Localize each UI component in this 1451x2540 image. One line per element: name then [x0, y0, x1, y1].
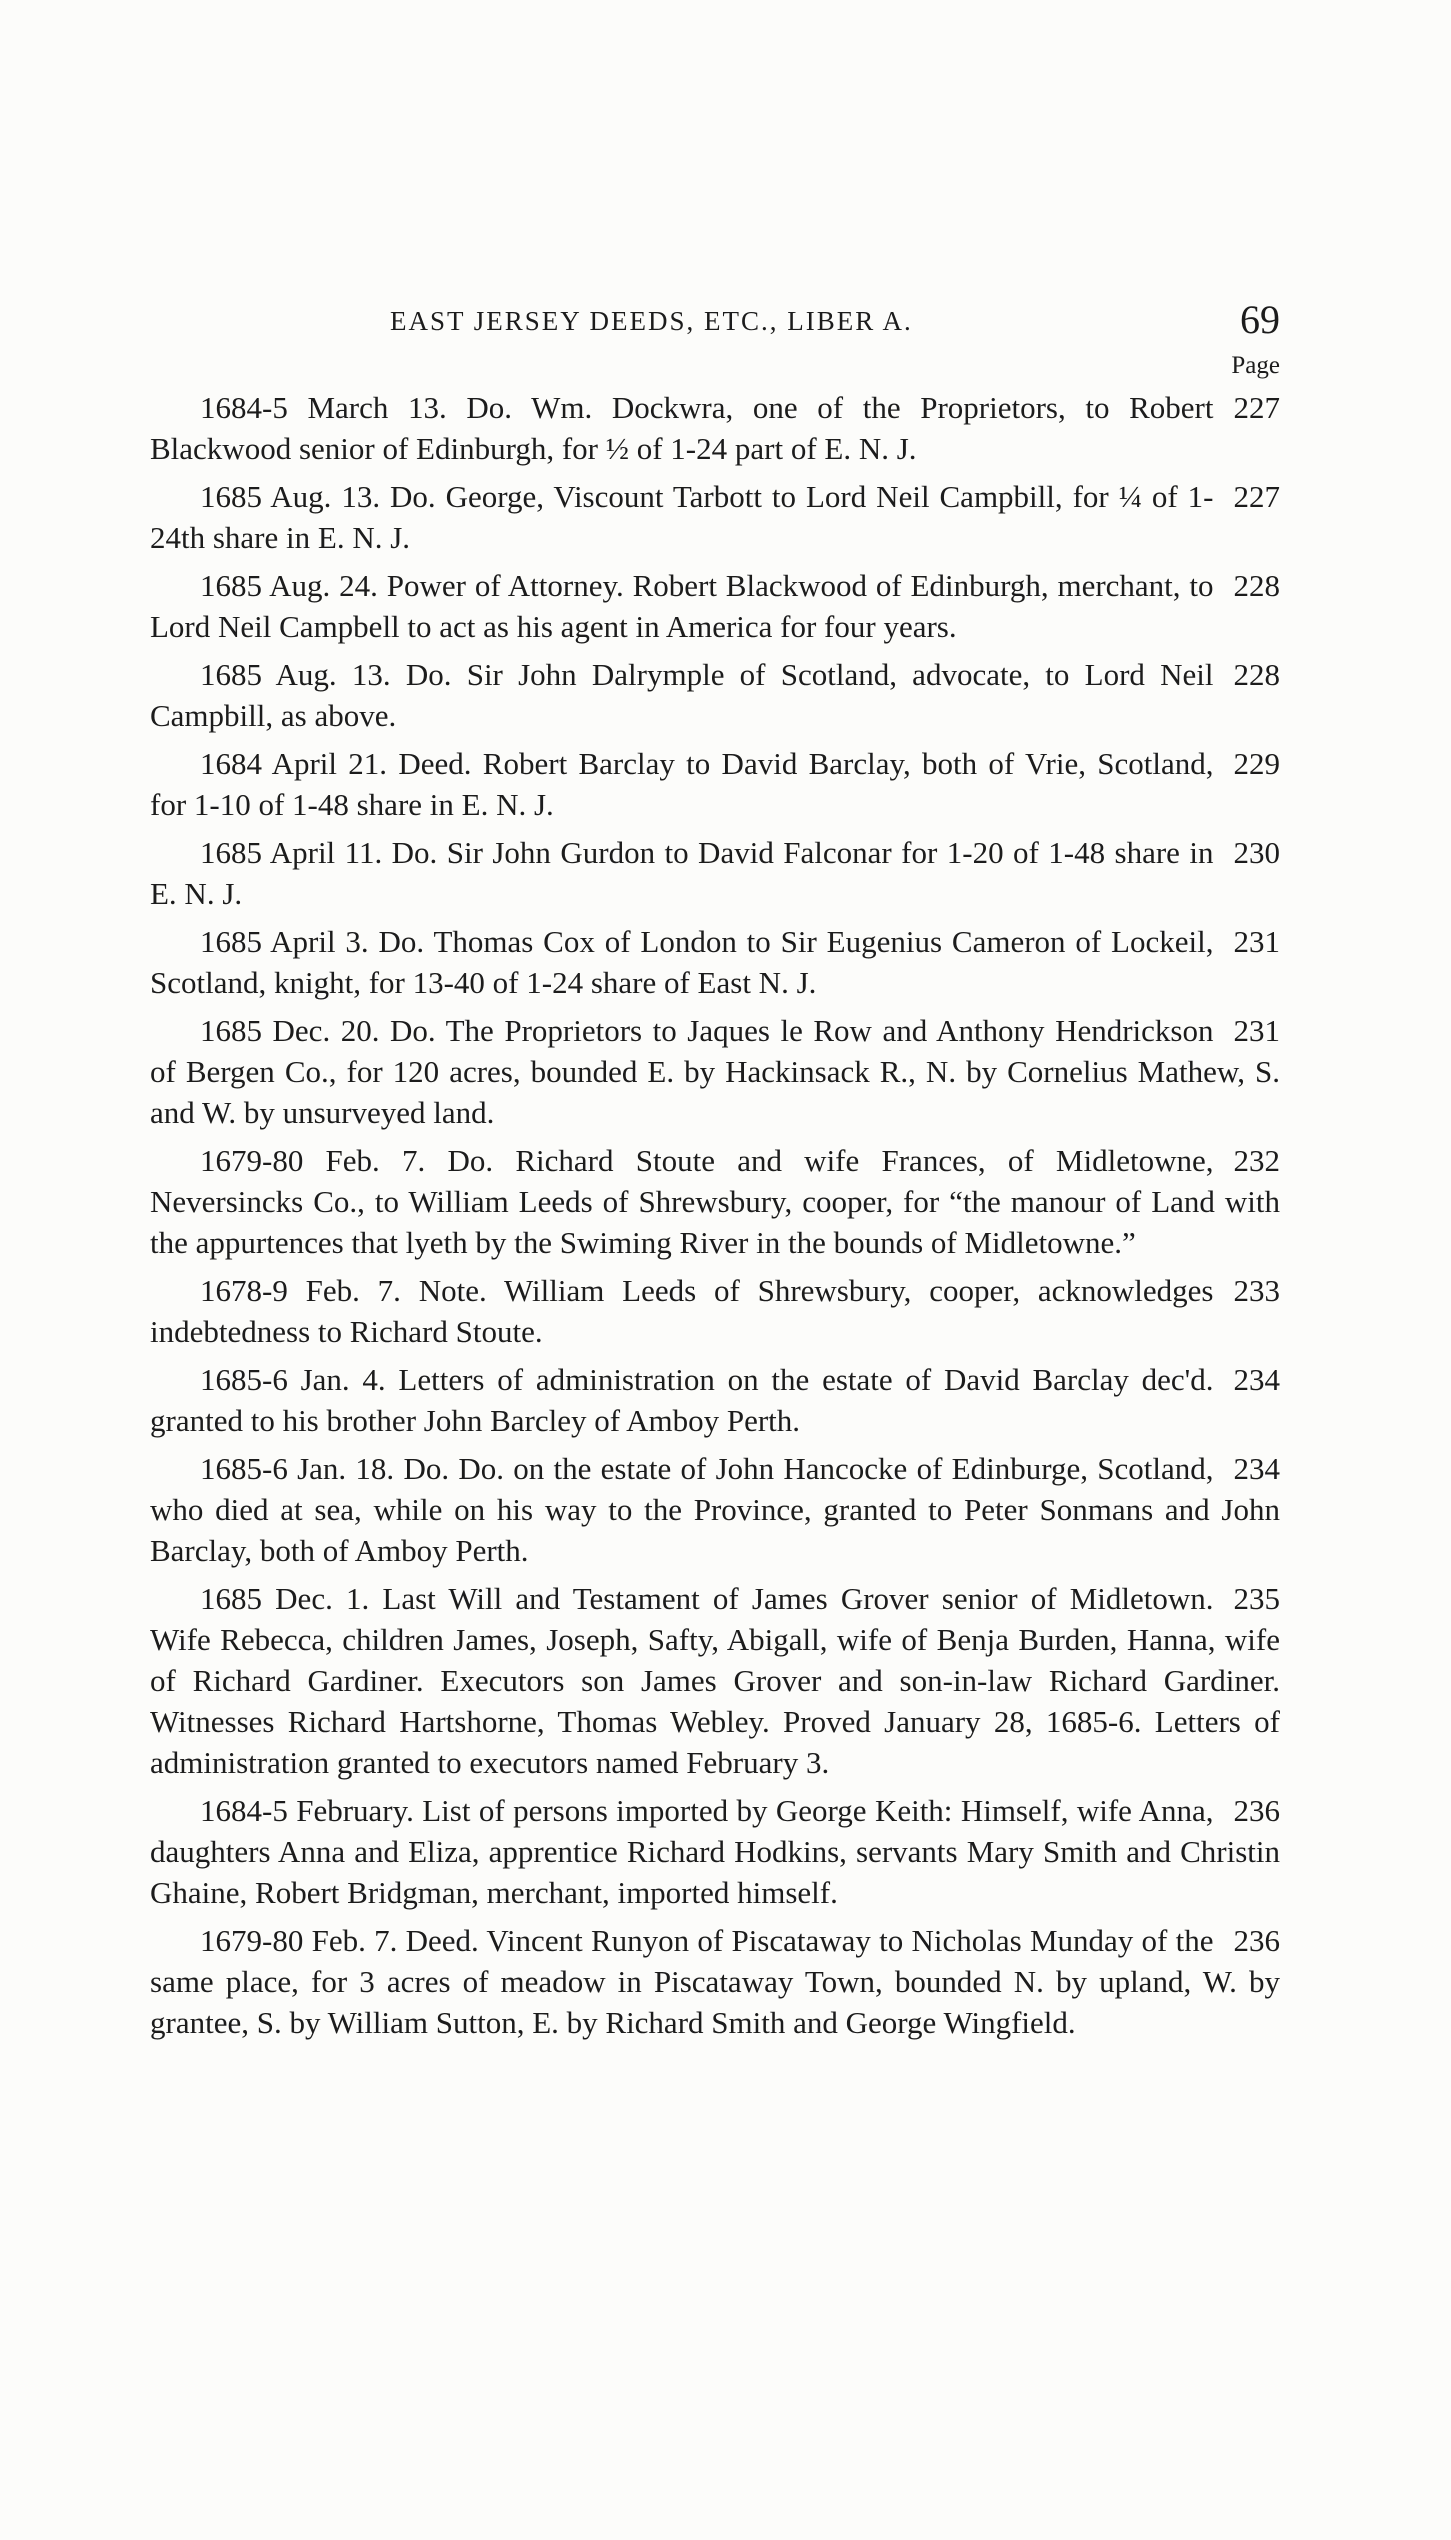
entry-page-ref: 234 — [1233, 1362, 1280, 1397]
running-title: EAST JERSEY DEEDS, ETC., LIBER A. — [390, 306, 913, 336]
entry-page-ref: 236 — [1233, 1923, 1280, 1958]
deed-entry — [150, 1448, 1280, 1571]
entry-text: 1684 April 21. Deed. Robert Barclay to David Barclay, both of Vrie, Scotland, for 1-10 of 1-48 share in E. N. J. — [150, 746, 1214, 822]
deed-entry — [150, 1920, 1280, 2043]
entry-text: 1685 Dec. 20. Do. The Proprietors to Jaques le Row and Anthony Hendrickson of Bergen Co., for 120 acres, bounded E. by Hackinsack R., N. by Cornelius Mathew, S. and W. by unsurveyed land. — [150, 1013, 1280, 1130]
deed-entry — [150, 1140, 1280, 1263]
deed-entry — [150, 921, 1280, 1003]
entry-page-ref: 227 — [1233, 390, 1280, 425]
document-page — [150, 296, 1280, 2043]
entry-page-ref: 235 — [1233, 1581, 1280, 1616]
deed-entry — [150, 565, 1280, 647]
entry-page-ref: 227 — [1233, 479, 1280, 514]
deed-entry — [150, 654, 1280, 736]
entry-text: 1685 Aug. 13. Do. Sir John Dalrymple of Scotland, advocate, to Lord Neil Campbill, as above. — [150, 657, 1214, 733]
entry-text: 1679-80 Feb. 7. Deed. Vincent Runyon of Piscataway to Nicholas Munday of the same place, for 3 acres of meadow in Piscataway Town, bounded N. by upland, W. by grantee, S. by William Sutton, E. by Richard Smith and George Wingfield. — [150, 1923, 1280, 2040]
entry-text: 1679-80 Feb. 7. Do. Richard Stoute and wife Frances, of Midletowne, Neversincks Co., to William Leeds of Shrewsbury, cooper, for “the manour of Land with the appurtences that lyeth by the Swiming River in the bounds of Midletowne.” — [150, 1143, 1280, 1260]
entry-page-ref: 233 — [1233, 1273, 1280, 1308]
entry-page-ref: 232 — [1233, 1143, 1280, 1178]
deed-entry — [150, 1359, 1280, 1441]
entry-text: 1685 Dec. 1. Last Will and Testament of James Grover senior of Midletown. Wife Rebecca, children James, Joseph, Safty, Abigall, wife of Benja Burden, Hanna, wife of Richard Gardiner. Executors son James Grover and son-in-law Richard Gardiner. Witnesses Richard Hartshorne, Thomas Webley. Proved January 28, 1685-6. Letters of administration granted to executors named February 3. — [150, 1581, 1280, 1780]
page-number: 69 — [1240, 297, 1280, 342]
entry-page-ref: 229 — [1233, 746, 1280, 781]
entry-page-ref: 230 — [1233, 835, 1280, 870]
deed-entry — [150, 476, 1280, 558]
deed-entry — [150, 1578, 1280, 1783]
entry-text: 1685 Aug. 24. Power of Attorney. Robert Blackwood of Edinburgh, merchant, to Lord Neil Campbell to act as his agent in America for four years. — [150, 568, 1214, 644]
deed-entry — [150, 1790, 1280, 1913]
entry-text: 1685-6 Jan. 18. Do. Do. on the estate of John Hancocke of Edinburge, Scotland, who died at sea, while on his way to the Province, granted to Peter Sonmans and John Barclay, both of Amboy Perth. — [150, 1451, 1280, 1568]
entry-page-ref: 231 — [1233, 1013, 1280, 1048]
entry-page-ref: 228 — [1233, 657, 1280, 692]
deed-entry — [150, 832, 1280, 914]
running-head — [150, 296, 1280, 346]
entry-text: 1684-5 February. List of persons imported by George Keith: Himself, wife Anna, daughters Anna and Eliza, apprentice Richard Hodkins, servants Mary Smith and Christin Ghaine, Robert Bridgman, merchant, imported himself. — [150, 1793, 1280, 1910]
entry-text: 1678-9 Feb. 7. Note. William Leeds of Shrewsbury, cooper, acknowledges indebtedness to Richard Stoute. — [150, 1273, 1214, 1349]
entry-text: 1685 April 3. Do. Thomas Cox of London to Sir Eugenius Cameron of Lockeil, Scotland, knight, for 13-40 of 1-24 share of East N. J. — [150, 924, 1214, 1000]
entry-text: 1684-5 March 13. Do. Wm. Dockwra, one of the Proprietors, to Robert Blackwood senior of Edinburgh, for ½ of 1-24 part of E. N. J. — [150, 390, 1214, 466]
page-column-label: Page — [1231, 352, 1280, 379]
deed-entry — [150, 387, 1280, 469]
deed-entry — [150, 1270, 1280, 1352]
entry-text: 1685 Aug. 13. Do. George, Viscount Tarbott to Lord Neil Campbill, for ¼ of 1-24th share in E. N. J. — [150, 479, 1214, 555]
deed-entry — [150, 1010, 1280, 1133]
entry-page-ref: 231 — [1233, 924, 1280, 959]
entry-text: 1685-6 Jan. 4. Letters of administration on the estate of David Barclay dec'd. granted to his brother John Barcley of Amboy Perth. — [150, 1362, 1214, 1438]
deed-entry — [150, 743, 1280, 825]
entry-text: 1685 April 11. Do. Sir John Gurdon to David Falconar for 1-20 of 1-48 share in E. N. J. — [150, 835, 1214, 911]
entry-page-ref: 234 — [1233, 1451, 1280, 1486]
entry-page-ref: 228 — [1233, 568, 1280, 603]
entry-page-ref: 236 — [1233, 1793, 1280, 1828]
